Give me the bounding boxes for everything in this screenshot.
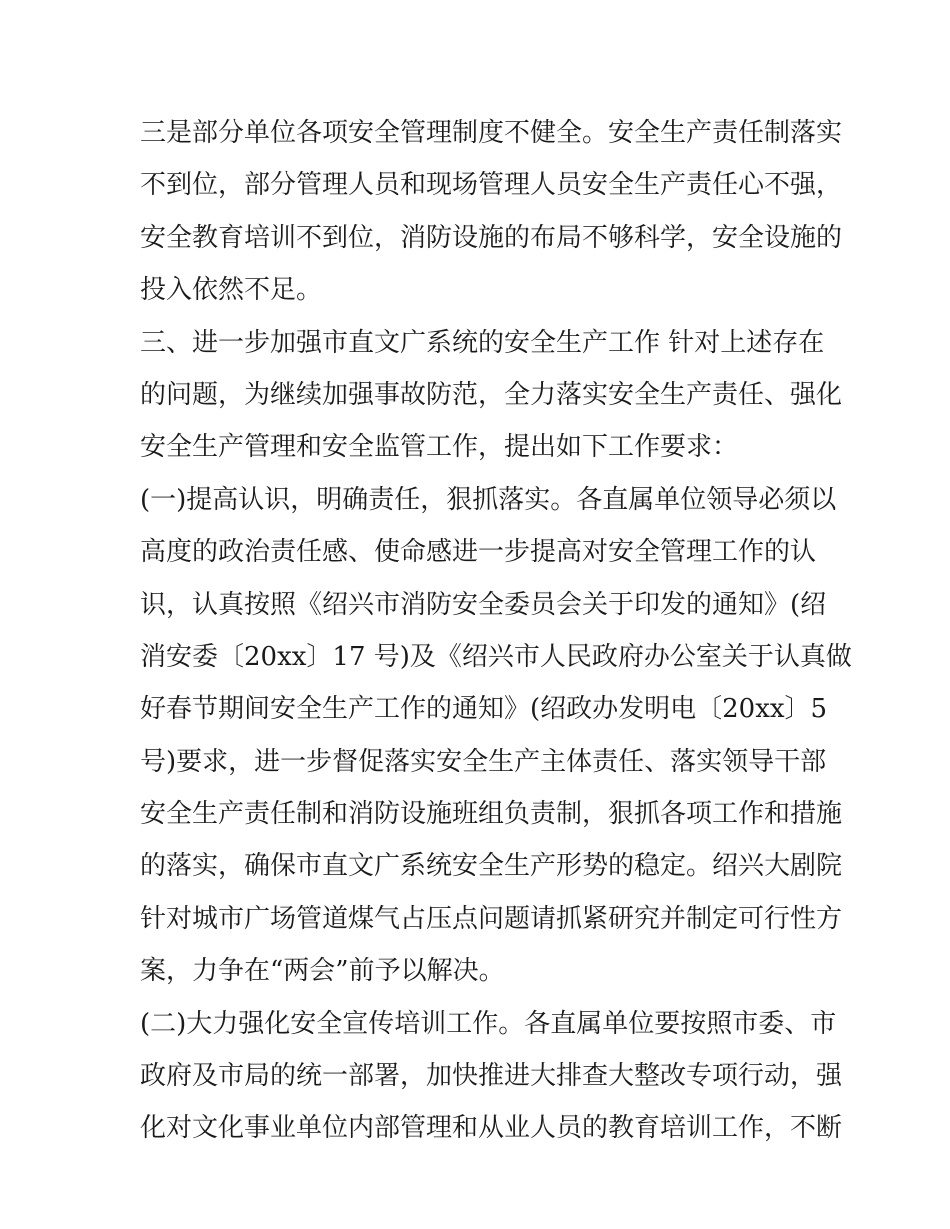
text-line: 案，力争在“两会”前予以解决。 <box>140 956 505 987</box>
text-line: 化对文化事业单位内部管理和从业人员的教育培训工作，不断 <box>140 1113 843 1144</box>
section-heading-line: 三、进一步加强市直文广系统的安全生产工作 针对上述存在 <box>140 327 825 358</box>
text-line: 安全教育培训不到位，消防设施的布局不够科学，安全设施的 <box>140 222 843 253</box>
text-line: 好春节期间安全生产工作的通知》(绍政办发明电〔20xx〕5 <box>140 694 828 725</box>
text-line: 政府及市局的统一部署，加快推进大排查大整改专项行动，强 <box>140 1061 843 1092</box>
text-line: 消安委〔20xx〕17 号)及《绍兴市人民政府办公室关于认真做 <box>140 641 852 672</box>
text-line: (二)大力强化安全宣传培训工作。各直属单位要按照市委、市 <box>140 1008 837 1039</box>
text-line: 安全生产管理和安全监管工作，提出如下工作要求： <box>140 432 739 463</box>
text-line: 高度的政治责任感、使命感进一步提高对安全管理工作的认 <box>140 537 817 568</box>
text-line: 识，认真按照《绍兴市消防安全委员会关于印发的通知》(绍 <box>140 589 827 620</box>
text-line: 安全生产责任制和消防设施班组负责制，狠抓各项工作和措施 <box>140 799 843 830</box>
text-line: 针对城市广场管道煤气占压点问题请抓紧研究并制定可行性方 <box>140 903 843 934</box>
text-line: 的落实，确保市直文广系统安全生产形势的稳定。绍兴大剧院 <box>140 851 843 882</box>
text-line: 号)要求，进一步督促落实安全生产主体责任、落实领导干部 <box>140 746 827 777</box>
text-line: 三是部分单位各项安全管理制度不健全。安全生产责任制落实 <box>140 118 843 148</box>
text-line: (一)提高认识，明确责任，狠抓落实。各直属单位领导必须以 <box>140 484 837 515</box>
text-line: 的问题，为继续加强事故防范，全力落实安全生产责任、强化 <box>140 379 843 410</box>
document-body <box>140 107 852 1155</box>
text-line: 投入依然不足。 <box>140 275 323 306</box>
text-line: 不到位，部分管理人员和现场管理人员安全生产责任心不强， <box>140 170 843 201</box>
